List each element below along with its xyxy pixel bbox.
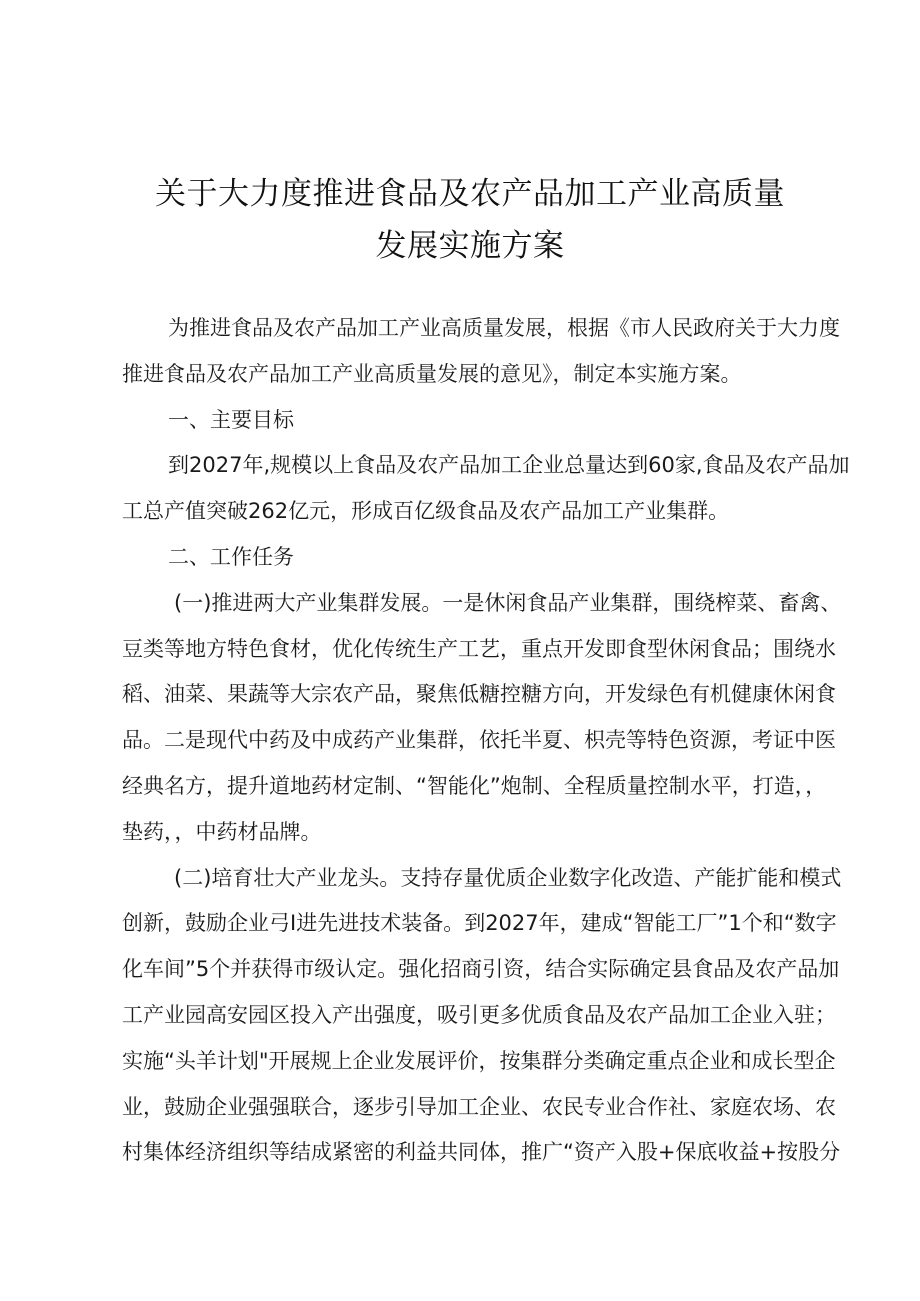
title-line-2: 发展实施方案 — [375, 228, 565, 264]
document-title — [120, 168, 820, 272]
item2-line-7: 村集体经济组织等结成紧密的利益共同体，推广“资产入股+保底收益+按股分 — [122, 1140, 841, 1165]
section1-heading: 一、主要目标 — [168, 407, 294, 432]
item1-line-1: (一)推进两大产业集群发展。一是休闲食品产业集群，围绕榨菜、畜禽、 — [174, 590, 842, 615]
item1-line-3: 稻、油菜、果蔬等大宗农产品，聚焦低糖控糖方向，开发绿色有机健康休闲食 — [122, 682, 836, 707]
intro-line-1: 为推进食品及农产品加工产业高质量发展，根据《市人民政府关于大力度 — [168, 316, 840, 340]
item1-line-5: 经典名方，提升道地药材定制、“智能化”炮制、全程质量控制水平，打造，， — [122, 773, 827, 798]
item1-line-2: 豆类等地方特色食材，优化传统生产工艺，重点开发即食型休闲食品；围绕水 — [122, 636, 836, 661]
item1-line-4: 品。二是现代中药及中成药产业集群，依托半夏、枳壳等特色资源，考证中医 — [122, 728, 836, 753]
intro-line-2: 推进食品及农产品加工产业高质量发展的意见》，制定本实施方案。 — [122, 361, 742, 386]
item2-line-5: 实施“头羊计划"开展规上企业发展评价，按集群分类确定重点企业和成长型企 — [122, 1048, 836, 1073]
section1-line-2: 工总产值突破262亿元，形成百亿级食品及农产品加工产业集群。 — [122, 499, 730, 524]
item2-line-2: 创新，鼓励企业弓I进先进技术装备。到2027年，建成“智能工厂”1个和“数字 — [122, 911, 837, 936]
section1-line-1: 到2027年,规模以上食品及农产品加工企业总量达到60家,食品及农产品加 — [168, 453, 850, 478]
item2-line-3: 化车间”5个并获得市级认定。强化招商引资，结合实际确定县食品及农产品加 — [122, 957, 840, 982]
item2-line-6: 业，鼓励企业强强联合，逐步引导加工企业、农民专业合作社、家庭农场、农 — [122, 1094, 836, 1119]
item1-line-6: 垫药，，中药材品牌。 — [122, 819, 322, 844]
item2-line-1: (二)培育壮大产业龙头。支持存量优质企业数字化改造、产能扩能和模式 — [174, 865, 842, 890]
title-line-1: 关于大力度推进食品及农产品加工产业高质量 — [155, 176, 785, 212]
document-body — [122, 306, 850, 1176]
section2-heading: 二、工作任务 — [168, 544, 294, 569]
item2-line-4: 工产业园高安园区投入产出强度，吸引更多优质食品及农产品加工企业入驻； — [122, 1002, 836, 1027]
